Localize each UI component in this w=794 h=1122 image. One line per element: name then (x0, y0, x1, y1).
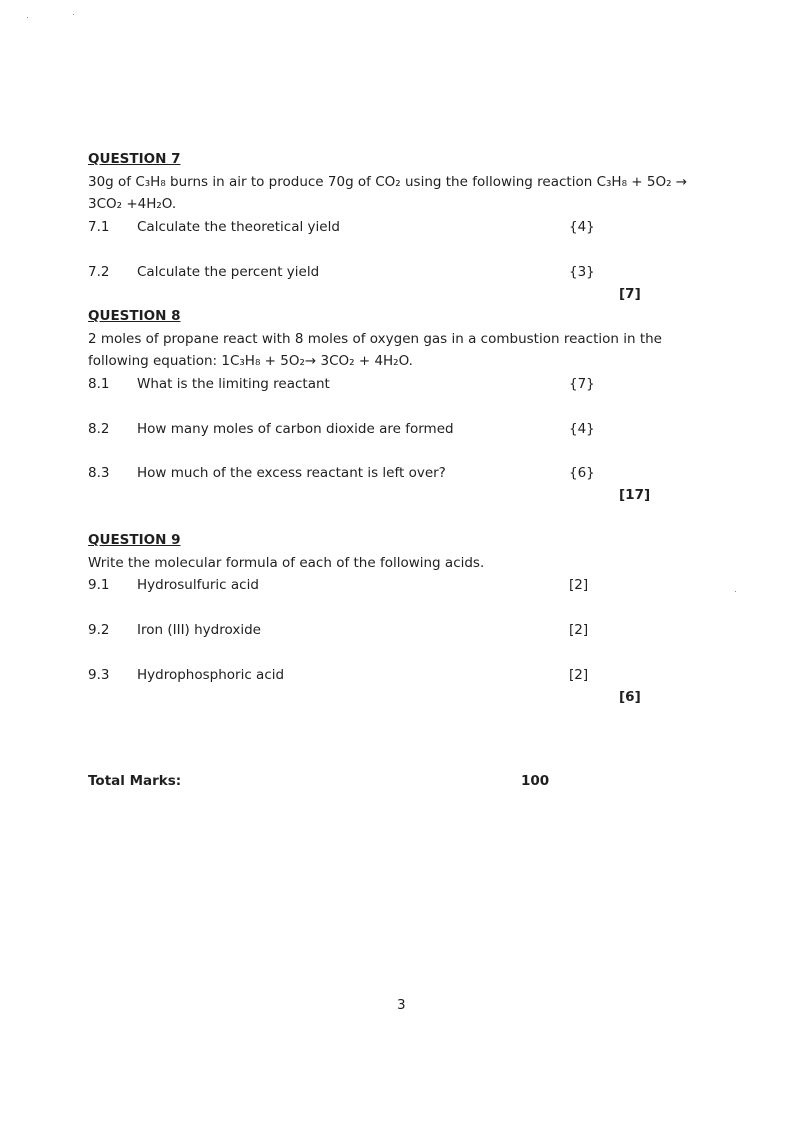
question-8-1-text: What is the limiting reactant (137, 376, 330, 392)
question-7-heading: QUESTION 7 (88, 151, 181, 167)
question-9-total: [6] (619, 689, 641, 705)
question-8-3-text: How much of the excess reactant is left over? (137, 465, 446, 481)
question-7-2-marks: {3} (569, 264, 595, 280)
scan-speck (73, 14, 74, 15)
question-7-intro-line1: 30g of C₃H₈ burns in air to produce 70g of CO₂ using the following reaction C₃H₈ + 5O₂ → (88, 174, 688, 190)
question-9-3-number: 9.3 (88, 667, 110, 683)
question-8-intro-line1: 2 moles of propane react with 8 moles of oxygen gas in a combustion reaction in the (88, 331, 662, 347)
question-8-total: [17] (619, 487, 651, 503)
question-8-1-number: 8.1 (88, 376, 110, 392)
scan-speck (735, 591, 736, 592)
question-8-2-text: How many moles of carbon dioxide are formed (137, 421, 454, 437)
page-number: 3 (397, 997, 406, 1013)
question-9-1-number: 9.1 (88, 577, 110, 593)
question-9-1-text: Hydrosulfuric acid (137, 577, 259, 593)
question-7-1-marks: {4} (569, 219, 595, 235)
question-8-intro-line2: following equation: 1C₃H₈ + 5O₂→ 3CO₂ + 4H₂O. (88, 353, 413, 369)
question-9-3-text: Hydrophosphoric acid (137, 667, 285, 683)
question-9-intro-line1: Write the molecular formula of each of the following acids. (88, 555, 485, 571)
question-9-3-marks: [2] (569, 667, 589, 683)
question-7-1-number: 7.1 (88, 219, 110, 235)
question-9-2-marks: [2] (569, 622, 589, 638)
question-8-1-marks: {7} (569, 376, 595, 392)
question-8-3-number: 8.3 (88, 465, 110, 481)
question-9-1-marks: [2] (569, 577, 589, 593)
question-9-2-text: Iron (III) hydroxide (137, 622, 261, 638)
total-marks-value: 100 (521, 773, 550, 789)
question-8-3-marks: {6} (569, 465, 595, 481)
question-9-heading: QUESTION 9 (88, 532, 181, 548)
question-8-2-marks: {4} (569, 421, 595, 437)
scan-speck (27, 17, 28, 18)
question-7-2-number: 7.2 (88, 264, 110, 280)
question-8-heading: QUESTION 8 (88, 308, 181, 324)
question-7-intro-line2: 3CO₂ +4H₂O. (88, 196, 177, 212)
total-marks-label: Total Marks: (88, 773, 182, 789)
question-7-total: [7] (619, 286, 641, 302)
question-8-2-number: 8.2 (88, 421, 110, 437)
question-7-2-text: Calculate the percent yield (137, 264, 320, 280)
question-7-1-text: Calculate the theoretical yield (137, 219, 340, 235)
question-9-2-number: 9.2 (88, 622, 110, 638)
